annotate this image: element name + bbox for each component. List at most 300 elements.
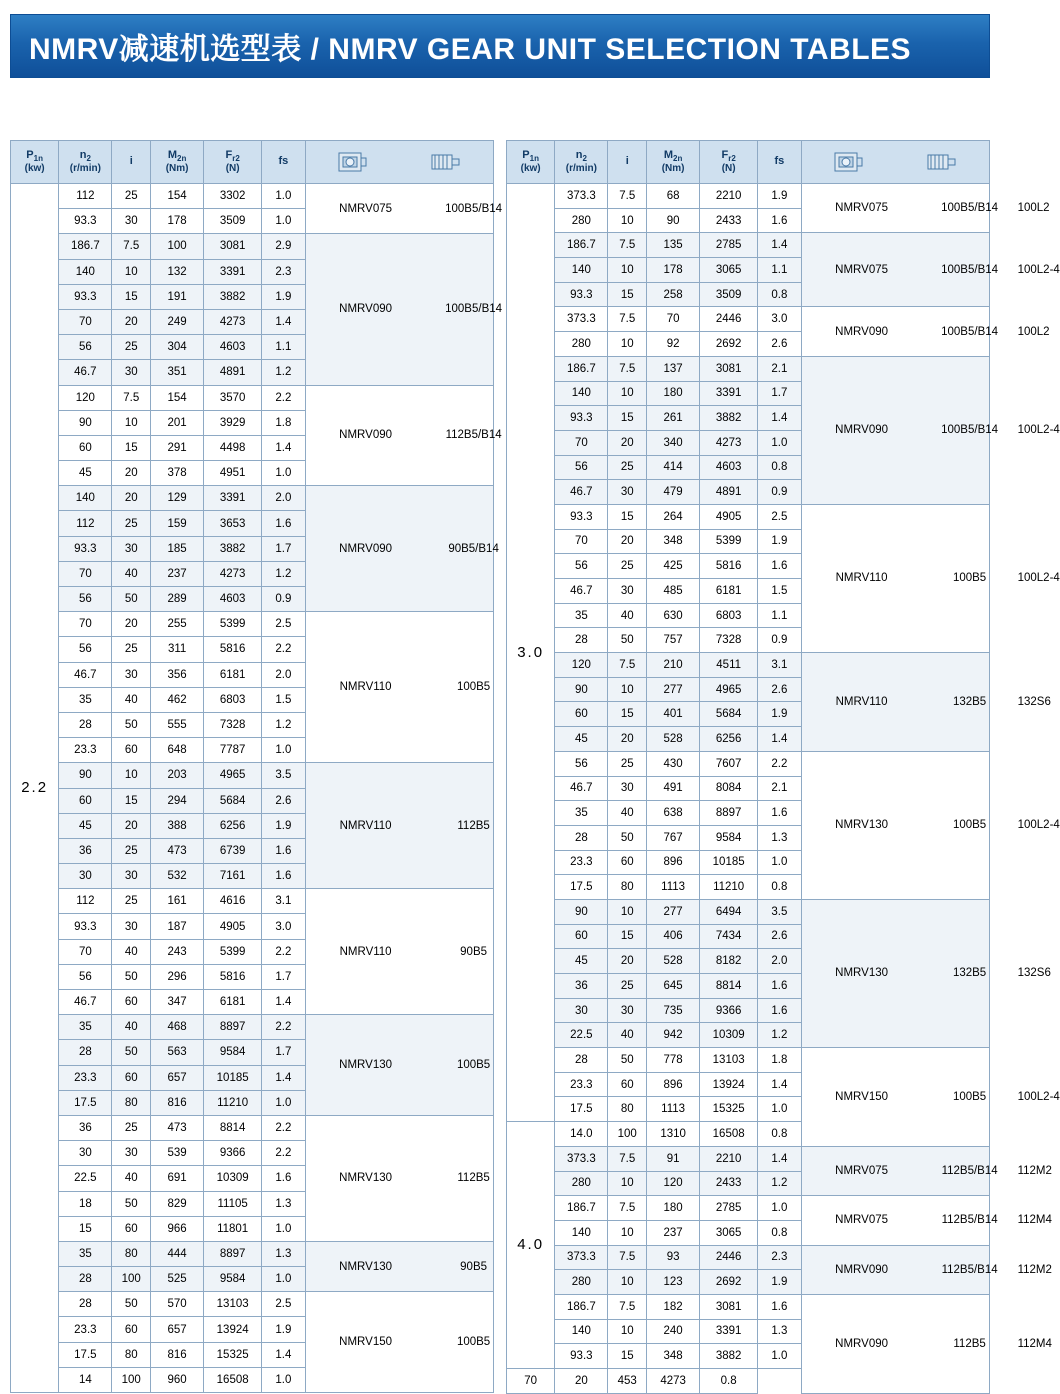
cell-n2: 45: [59, 461, 112, 486]
cell-ratio: 100: [112, 1267, 151, 1292]
cell-m2n: 294: [151, 788, 204, 813]
cell-fs: 1.7: [758, 381, 801, 406]
cell-fr2: 8814: [700, 974, 758, 999]
cell-ratio: 20: [112, 486, 151, 511]
cell-ratio: 40: [112, 687, 151, 712]
cell-m2n: 1310: [647, 1122, 700, 1147]
cell-ratio: 40: [112, 561, 151, 586]
cell-n2: 60: [555, 924, 608, 949]
cell-fr2: 6181: [700, 579, 758, 604]
cell-m2n: 401: [647, 702, 700, 727]
cell-ratio: 30: [608, 579, 647, 604]
cell-m2n: 351: [151, 360, 204, 385]
cell-fs: 2.6: [758, 677, 801, 702]
cell-model-designation: NMRV075 100B5/B14 100L2-4: [801, 233, 989, 307]
cell-ratio: 25: [112, 511, 151, 536]
cell-fs: 1.9: [262, 284, 305, 309]
cell-fr2: 9366: [204, 1141, 262, 1166]
cell-n2: 35: [59, 1241, 112, 1266]
cell-m2n: 735: [647, 998, 700, 1023]
cell-fs: 1.0: [758, 850, 801, 875]
cell-n2: 93.3: [59, 536, 112, 561]
cell-ratio: 10: [608, 1220, 647, 1245]
cell-ratio: 40: [608, 1023, 647, 1048]
cell-ratio: 10: [608, 899, 647, 924]
cell-m2n: 473: [151, 1115, 204, 1140]
cell-m2n: 178: [647, 258, 700, 283]
cell-ratio: 7.5: [608, 1294, 647, 1319]
cell-m2n: 91: [647, 1146, 700, 1171]
cell-ratio: 60: [112, 738, 151, 763]
cell-power-input: 3.0: [507, 184, 555, 1122]
cell-fs: 1.0: [262, 1216, 305, 1241]
cell-ratio: 30: [112, 864, 151, 889]
cell-fr2: 7328: [700, 628, 758, 653]
cell-ratio: 7.5: [112, 385, 151, 410]
cell-m2n: 388: [151, 813, 204, 838]
cell-fs: 0.8: [758, 1220, 801, 1245]
cell-m2n: 203: [151, 763, 204, 788]
cell-fr2: 3653: [204, 511, 262, 536]
cell-m2n: 966: [151, 1216, 204, 1241]
cell-fs: 2.2: [262, 1015, 305, 1040]
cell-n2: 373.3: [555, 184, 608, 209]
cell-fr2: 13924: [700, 1072, 758, 1097]
cell-fr2: 3570: [204, 385, 262, 410]
cell-fr2: 6803: [204, 687, 262, 712]
cell-fs: 2.6: [758, 924, 801, 949]
cell-model-designation: NMRV090 112B5 112M4: [801, 1294, 989, 1393]
cell-fr2: 3391: [204, 486, 262, 511]
cell-m2n: 304: [151, 335, 204, 360]
cell-fs: 1.4: [758, 1146, 801, 1171]
cell-m2n: 960: [151, 1367, 204, 1392]
cell-m2n: 93: [647, 1245, 700, 1270]
cell-n2: 46.7: [555, 579, 608, 604]
cell-m2n: 68: [647, 184, 700, 209]
cell-power-input: 4.0: [507, 1122, 555, 1369]
cell-ratio: 15: [112, 435, 151, 460]
cell-ratio: 50: [608, 825, 647, 850]
table-row: [11, 1292, 494, 1317]
col-header-pin: $P_{1n}$ (kw): [507, 141, 555, 184]
cell-fs: 1.2: [758, 1023, 801, 1048]
cell-fr2: 3882: [700, 1344, 758, 1369]
cell-ratio: 7.5: [608, 653, 647, 678]
cell-fs: 1.0: [758, 1344, 801, 1369]
cell-fr2: 4965: [700, 677, 758, 702]
cell-power-input: 2.2: [11, 184, 59, 1393]
cell-fs: 2.0: [262, 486, 305, 511]
cell-ratio: 30: [112, 209, 151, 234]
right-table-body: [507, 184, 1060, 1394]
cell-n2: 90: [59, 763, 112, 788]
cell-m2n: 340: [647, 430, 700, 455]
cell-fs: 1.3: [758, 825, 801, 850]
cell-n2: 28: [555, 1048, 608, 1073]
cell-m2n: 135: [647, 233, 700, 258]
cell-n2: 120: [555, 653, 608, 678]
cell-fr2: 7787: [204, 738, 262, 763]
cell-m2n: 539: [151, 1141, 204, 1166]
motor-drawing-icon: [925, 149, 959, 175]
cell-m2n: 289: [151, 587, 204, 612]
cell-m2n: 1113: [647, 1097, 700, 1122]
table-row: [507, 233, 990, 258]
cell-fr2: 3391: [700, 1319, 758, 1344]
cell-m2n: 444: [151, 1241, 204, 1266]
cell-n2: 373.3: [555, 1245, 608, 1270]
cell-fr2: 3882: [700, 406, 758, 431]
cell-fs: 2.2: [262, 939, 305, 964]
cell-model-designation: NMRV110 112B5: [305, 763, 493, 889]
cell-model-designation: NMRV090 112B5/B14: [305, 385, 493, 486]
cell-m2n: 485: [647, 579, 700, 604]
cell-fr2: 10185: [700, 850, 758, 875]
cell-fr2: 5399: [700, 529, 758, 554]
cell-ratio: 25: [112, 1115, 151, 1140]
cell-fr2: 5399: [204, 939, 262, 964]
cell-fr2: 6256: [204, 813, 262, 838]
right-table-wrap: [506, 140, 1060, 1394]
cell-ratio: 50: [112, 1191, 151, 1216]
cell-fr2: 3929: [204, 410, 262, 435]
cell-fr2: 2692: [700, 332, 758, 357]
cell-n2: 90: [555, 677, 608, 702]
cell-m2n: 237: [647, 1220, 700, 1245]
cell-ratio: 25: [608, 455, 647, 480]
cell-fr2: 4603: [204, 335, 262, 360]
cell-m2n: 178: [151, 209, 204, 234]
cell-fr2: 3081: [700, 356, 758, 381]
cell-model-designation: NMRV075 112B5/B14 112M4: [801, 1196, 989, 1245]
cell-ratio: 50: [608, 628, 647, 653]
cell-n2: 28: [59, 1267, 112, 1292]
cell-n2: 36: [59, 1115, 112, 1140]
cell-fr2: 15325: [204, 1342, 262, 1367]
table-row: [11, 612, 494, 637]
cell-n2: 35: [59, 687, 112, 712]
cell-m2n: 277: [647, 677, 700, 702]
cell-n2: 22.5: [59, 1166, 112, 1191]
cell-m2n: 347: [151, 990, 204, 1015]
cell-fs: 1.9: [758, 184, 801, 209]
cell-m2n: 757: [647, 628, 700, 653]
cell-fs: 3.5: [262, 763, 305, 788]
selection-tables-page: [0, 14, 1060, 1387]
cell-model-designation: NMRV090 100B5/B14 100L2-4: [801, 356, 989, 504]
cell-n2: 28: [59, 1040, 112, 1065]
cell-model-designation: NMRV075 112B5/B14 112M2: [801, 1146, 989, 1195]
cell-m2n: 291: [151, 435, 204, 460]
cell-ratio: 30: [608, 776, 647, 801]
cell-n2: 46.7: [555, 480, 608, 505]
cell-n2: 30: [59, 864, 112, 889]
cell-ratio: 25: [608, 974, 647, 999]
cell-m2n: 161: [151, 889, 204, 914]
cell-m2n: 638: [647, 801, 700, 826]
cell-n2: 30: [59, 1141, 112, 1166]
cell-n2: 140: [59, 259, 112, 284]
table-header-row: [11, 141, 494, 184]
cell-n2: 28: [555, 628, 608, 653]
cell-n2: 14: [59, 1367, 112, 1392]
cell-ratio: 7.5: [608, 233, 647, 258]
cell-ratio: 50: [112, 964, 151, 989]
cell-fs: 1.3: [262, 1191, 305, 1216]
cell-fs: 0.8: [758, 1122, 801, 1147]
cell-m2n: 210: [647, 653, 700, 678]
cell-m2n: 657: [151, 1065, 204, 1090]
cell-fr2: 5816: [204, 964, 262, 989]
cell-m2n: 70: [647, 307, 700, 332]
cell-fr2: 4891: [700, 480, 758, 505]
cell-model-designation: NMRV130 100B5 100L2-4: [801, 751, 989, 899]
cell-fr2: 6181: [204, 990, 262, 1015]
cell-n2: 23.3: [59, 738, 112, 763]
cell-fs: 1.6: [758, 998, 801, 1023]
gearbox-drawing-icon: [831, 149, 865, 175]
cell-fr2: 2446: [700, 307, 758, 332]
cell-m2n: 453: [608, 1369, 647, 1394]
cell-fs: 2.2: [262, 1115, 305, 1140]
table-row: [507, 184, 990, 209]
cell-n2: 17.5: [555, 1097, 608, 1122]
cell-model-designation: NMRV130 90B5: [305, 1241, 493, 1291]
cell-n2: 90: [555, 899, 608, 924]
cell-model-designation: NMRV110 100B5 100L2-4: [801, 504, 989, 652]
cell-fs: 1.0: [262, 738, 305, 763]
cell-n2: 280: [555, 208, 608, 233]
cell-fs: 0.9: [758, 628, 801, 653]
cell-n2: 90: [59, 410, 112, 435]
cell-m2n: 896: [647, 850, 700, 875]
cell-n2: 70: [59, 561, 112, 586]
cell-fr2: 4273: [204, 561, 262, 586]
cell-n2: 17.5: [59, 1090, 112, 1115]
cell-m2n: 570: [151, 1292, 204, 1317]
cell-fs: 1.3: [758, 1319, 801, 1344]
cell-fs: 2.2: [758, 751, 801, 776]
table-row: [11, 234, 494, 259]
cell-m2n: 243: [151, 939, 204, 964]
cell-fs: 1.3: [262, 1241, 305, 1266]
cell-fr2: 4891: [204, 360, 262, 385]
cell-n2: 28: [59, 1292, 112, 1317]
cell-fs: 1.8: [262, 410, 305, 435]
cell-ratio: 7.5: [608, 356, 647, 381]
cell-m2n: 348: [647, 529, 700, 554]
cell-m2n: 528: [647, 949, 700, 974]
cell-fr2: 5399: [204, 612, 262, 637]
cell-n2: 93.3: [59, 284, 112, 309]
cell-fr2: 4498: [204, 435, 262, 460]
cell-fr2: 11210: [204, 1090, 262, 1115]
cell-m2n: 425: [647, 554, 700, 579]
cell-n2: 46.7: [59, 990, 112, 1015]
cell-m2n: 563: [151, 1040, 204, 1065]
cell-fs: 1.4: [758, 233, 801, 258]
cell-fs: 1.5: [262, 687, 305, 712]
cell-fs: 1.9: [758, 702, 801, 727]
cell-n2: 120: [59, 385, 112, 410]
cell-fs: 1.2: [758, 1171, 801, 1196]
cell-ratio: 60: [608, 850, 647, 875]
col-header-fr2: $F_{r2}$ (N): [204, 141, 262, 184]
cell-fs: 2.2: [262, 637, 305, 662]
cell-n2: 35: [555, 603, 608, 628]
cell-model-designation: NMRV150 100B5 100L2-4: [801, 1048, 989, 1147]
selection-table-right: [506, 140, 1060, 1394]
cell-fr2: 9584: [700, 825, 758, 850]
cell-m2n: 100: [151, 234, 204, 259]
col-header-fr2: $F_{r2}$ (N): [700, 141, 758, 184]
table-row: [11, 889, 494, 914]
cell-ratio: 15: [608, 504, 647, 529]
cell-m2n: 180: [647, 1196, 700, 1221]
cell-fs: 0.8: [758, 875, 801, 900]
cell-n2: 15: [59, 1216, 112, 1241]
table-row: [507, 504, 990, 529]
cell-fs: 1.0: [262, 1367, 305, 1392]
col-header-i: i: [112, 141, 151, 184]
cell-fs: 1.2: [262, 360, 305, 385]
cell-n2: 140: [555, 381, 608, 406]
cell-ratio: 50: [112, 1292, 151, 1317]
cell-m2n: 406: [647, 924, 700, 949]
cell-fs: 1.4: [262, 1065, 305, 1090]
cell-ratio: 15: [608, 406, 647, 431]
cell-model-designation: NMRV090 100B5/B14: [305, 234, 493, 385]
cell-ratio: 40: [112, 1015, 151, 1040]
cell-n2: 186.7: [555, 1196, 608, 1221]
col-header-model-icons: [305, 141, 493, 184]
cell-n2: 45: [555, 727, 608, 752]
cell-ratio: 60: [112, 1216, 151, 1241]
cell-fr2: 2433: [700, 1171, 758, 1196]
cell-n2: 18: [59, 1191, 112, 1216]
cell-m2n: 645: [647, 974, 700, 999]
cell-n2: 93.3: [555, 504, 608, 529]
cell-fs: 1.0: [262, 184, 305, 209]
cell-m2n: 691: [151, 1166, 204, 1191]
cell-ratio: 20: [112, 813, 151, 838]
cell-ratio: 100: [112, 1367, 151, 1392]
cell-m2n: 525: [151, 1267, 204, 1292]
table-row: [11, 184, 494, 209]
cell-model-designation: NMRV130 112B5: [305, 1115, 493, 1241]
cell-m2n: 473: [151, 838, 204, 863]
cell-fr2: 4511: [700, 653, 758, 678]
cell-n2: 56: [59, 335, 112, 360]
cell-n2: 14.0: [555, 1122, 608, 1147]
cell-ratio: 10: [608, 1270, 647, 1295]
cell-fs: 3.0: [758, 307, 801, 332]
cell-fs: 1.0: [758, 1097, 801, 1122]
cell-n2: 186.7: [555, 1294, 608, 1319]
cell-model-designation: NMRV090 100B5/B14 100L2: [801, 307, 989, 356]
table-row: [507, 899, 990, 924]
cell-m2n: 249: [151, 309, 204, 334]
cell-n2: 56: [59, 964, 112, 989]
cell-ratio: 60: [608, 1072, 647, 1097]
cell-fs: 1.1: [262, 335, 305, 360]
cell-ratio: 10: [608, 1171, 647, 1196]
cell-fr2: 2210: [700, 184, 758, 209]
cell-fs: 0.9: [262, 587, 305, 612]
cell-fr2: 4965: [204, 763, 262, 788]
cell-fs: 1.0: [262, 209, 305, 234]
cell-fs: 1.6: [758, 801, 801, 826]
cell-fr2: 2785: [700, 1196, 758, 1221]
cell-fr2: 3509: [204, 209, 262, 234]
table-row: [11, 385, 494, 410]
cell-m2n: 296: [151, 964, 204, 989]
cell-fr2: 16508: [700, 1122, 758, 1147]
cell-m2n: 430: [647, 751, 700, 776]
cell-fr2: 4273: [700, 430, 758, 455]
cell-n2: 60: [59, 435, 112, 460]
cell-m2n: 132: [151, 259, 204, 284]
cell-n2: 70: [507, 1369, 555, 1394]
cell-fs: 1.6: [262, 511, 305, 536]
cell-fs: 1.6: [758, 1294, 801, 1319]
cell-fs: 1.4: [262, 990, 305, 1015]
cell-fr2: 5684: [204, 788, 262, 813]
cell-m2n: 348: [647, 1344, 700, 1369]
cell-m2n: 120: [647, 1171, 700, 1196]
cell-fs: 2.6: [262, 788, 305, 813]
cell-ratio: 20: [112, 612, 151, 637]
cell-fs: 1.9: [262, 1317, 305, 1342]
cell-n2: 280: [555, 1171, 608, 1196]
cell-ratio: 50: [112, 712, 151, 737]
cell-ratio: 30: [112, 662, 151, 687]
cell-ratio: 40: [608, 801, 647, 826]
cell-fr2: 13924: [204, 1317, 262, 1342]
cell-n2: 56: [555, 554, 608, 579]
cell-ratio: 15: [112, 788, 151, 813]
cell-ratio: 40: [608, 603, 647, 628]
cell-m2n: 137: [647, 356, 700, 381]
cell-n2: 46.7: [59, 662, 112, 687]
cell-fr2: 16508: [204, 1367, 262, 1392]
cell-fs: 1.1: [758, 258, 801, 283]
cell-ratio: 20: [112, 461, 151, 486]
cell-n2: 23.3: [555, 1072, 608, 1097]
cell-ratio: 15: [608, 282, 647, 307]
cell-fs: 1.5: [758, 579, 801, 604]
cell-fr2: 7161: [204, 864, 262, 889]
cell-fs: 1.6: [262, 838, 305, 863]
cell-m2n: 123: [647, 1270, 700, 1295]
cell-m2n: 414: [647, 455, 700, 480]
cell-m2n: 468: [151, 1015, 204, 1040]
cell-n2: 373.3: [555, 307, 608, 332]
page-title: NMRV减速机选型表 / NMRV GEAR UNIT SELECTION TABLES: [29, 33, 912, 66]
cell-model-designation: NMRV130 132B5 132S6: [801, 899, 989, 1047]
cell-fr2: 7328: [204, 712, 262, 737]
cell-fs: 2.2: [262, 1141, 305, 1166]
cell-fr2: 7434: [700, 924, 758, 949]
cell-fr2: 4603: [204, 587, 262, 612]
cell-fr2: 2433: [700, 208, 758, 233]
cell-m2n: 185: [151, 536, 204, 561]
cell-n2: 56: [555, 751, 608, 776]
cell-ratio: 80: [608, 875, 647, 900]
cell-fr2: 8182: [700, 949, 758, 974]
cell-fr2: 4273: [647, 1369, 700, 1394]
